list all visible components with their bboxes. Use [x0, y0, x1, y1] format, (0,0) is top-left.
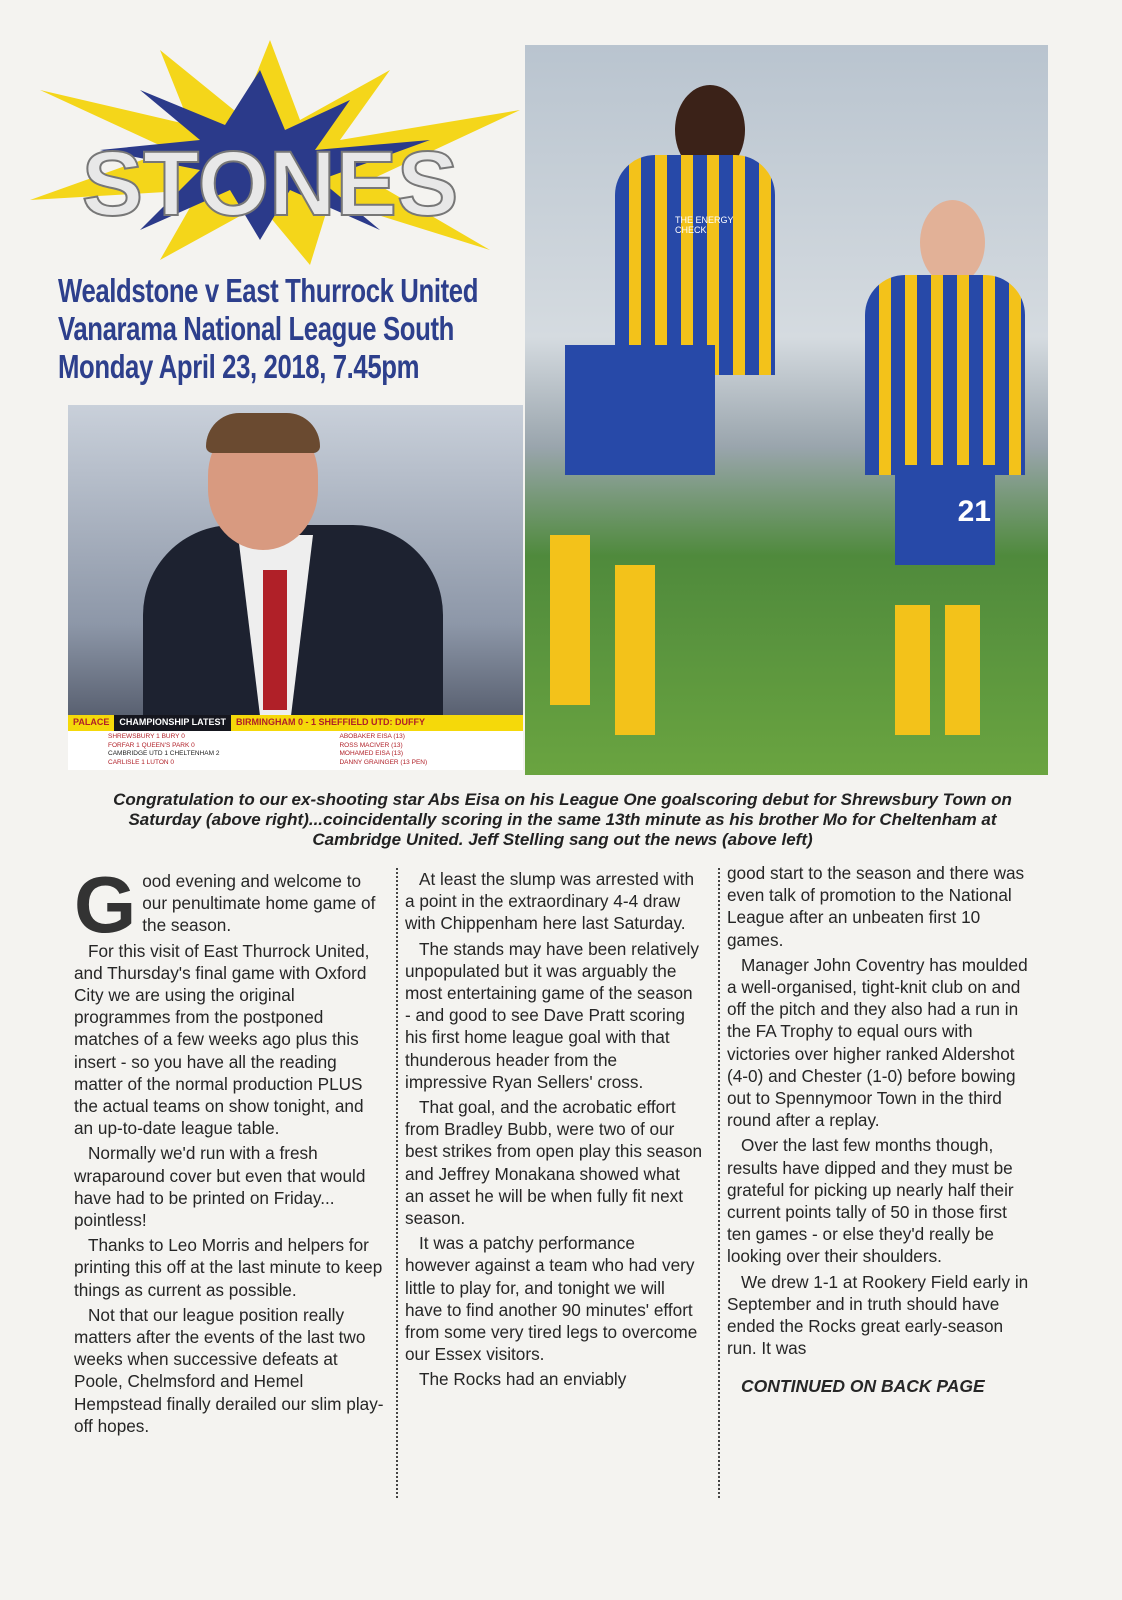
headline-fixture: Wealdstone v East Thurrock United	[58, 272, 479, 309]
paragraph: Normally we'd run with a fresh wraparound cover but even that would have had to be printed on Friday... pointless!	[74, 1143, 366, 1231]
paragraph: That goal, and the acrobatic effort from Bradley Bubb, were two of our best strikes from open play this season and Jeffrey Monakana showed what an asset he will be when fully fit next season.	[405, 1097, 703, 1229]
headline-date: Monday April 23, 2018, 7.45pm	[58, 348, 420, 385]
ticker-scorers	[339, 733, 427, 767]
paragraph: good start to the season and there was even talk of promotion to the National League after an unbeaten first 10 games.	[727, 863, 1025, 950]
paragraph: It was a patchy performance however against a team who had very little to play for, and tonight we will have to find another 90 minutes' effort from some very tired legs to overcome our Essex visitors.	[405, 1233, 698, 1365]
ticker-scores	[108, 733, 219, 767]
column-divider	[718, 868, 720, 1498]
paragraph: We drew 1-1 at Rookery Field early in September and in truth should have ended the Rocks great early-season run. It was	[727, 1271, 1029, 1359]
ticker-tag: PALACE	[68, 715, 114, 731]
paragraph: Manager John Coventry has moulded a well-organised, tight-knit club on and off the pitch and they also had a run in the FA Trophy to equal ours with victories over higher ranked Aldershot (4-0) and Chester (1-0) before bowing out to Spennymoor Town in the third round after a replay.	[727, 954, 1028, 1131]
ticker-section: CHAMPIONSHIP LATEST	[114, 715, 231, 731]
scorer-line: MOHAMED EISA (13)	[339, 750, 404, 757]
paragraph: For this visit of East Thurrock United, and Thursday's final game with Oxford City we are using the original programmes from the postponed matches of a few weeks ago plus this insert - so you have all the reading matter of the normal production PLUS the actual teams on show tonight, and an up-to-date league table.	[74, 940, 370, 1139]
photo-caption: Congratulation to our ex-shooting star Abs Eisa on his League One goalscoring debut for Shrewsbury Town on Saturday (above right)...coincidentally scoring in the same 13th minute as his brother Mo for Cheltenham at Cambridge United. Jeff Stelling sang out the news (above left)	[113, 790, 1012, 849]
shirt-number: 21	[895, 465, 995, 565]
paragraph: Over the last few months though, results have dipped and they must be grateful for picking up nearly half their current points tally of 50 in those first ten games - or else they'd really be looking over their shoulders.	[727, 1135, 1014, 1267]
article-column-3	[727, 862, 1032, 1398]
paragraph: Thanks to Leo Morris and helpers for printing this off at the last minute to keep things as current as possible.	[74, 1235, 383, 1300]
paragraph: ood evening and welcome to our penultimate home game of the season.	[142, 871, 376, 936]
stones-logo	[10, 30, 530, 270]
headline-league: Vanarama National League South	[58, 310, 454, 347]
tv-presenter-photo	[68, 405, 523, 770]
shirt-sponsor: THE ENERGY CHECK	[675, 215, 734, 235]
paragraph: At least the slump was arrested with a point in the extraordinary 4-4 draw with Chippenham here last Saturday.	[405, 869, 695, 934]
score-line: CARLISLE 1 LUTON 0	[108, 758, 174, 766]
logo-text: STONES	[81, 133, 459, 235]
scorer-line: ROSS MACIVER (13)	[339, 741, 403, 749]
match-headline	[58, 272, 479, 386]
paragraph: The stands may have been relatively unpopulated but it was arguably the most entertaining game of the season - and good to see Dave Pratt scoring his first home league goal with that thunderous header from the impressive Ryan Sellers' cross.	[405, 938, 699, 1092]
score-line: FORFAR 1 QUEEN'S PARK 0	[108, 741, 195, 749]
drop-cap: G	[74, 860, 137, 949]
scorer-line: ABOBAKER EISA (13)	[339, 733, 405, 740]
paragraph: Not that our league position really matters after the events of the last two weeks when successive defeats at Poole, Chelmsford and Hemel Hempstead finally derailed our slim play-off hopes.	[74, 1304, 384, 1436]
tv-ticker	[68, 715, 523, 770]
scorer-line: DANNY GRAINGER (13 PEN)	[339, 758, 428, 766]
score-line: SHREWSBURY 1 BURY 0	[108, 733, 185, 740]
ticker-headline: BIRMINGHAM 0 - 1 SHEFFIELD UTD: DUFFY	[231, 715, 523, 731]
article-column-2	[405, 868, 703, 1394]
column-divider	[396, 868, 398, 1498]
article-column-1	[74, 860, 386, 1440]
paragraph: The Rocks had an enviably	[419, 1369, 627, 1390]
score-line: CAMBRIDGE UTD 1 CHELTENHAM 2	[108, 750, 220, 757]
continued-notice: CONTINUED ON BACK PAGE	[741, 1376, 985, 1397]
players-celebrating-photo	[525, 45, 1048, 775]
